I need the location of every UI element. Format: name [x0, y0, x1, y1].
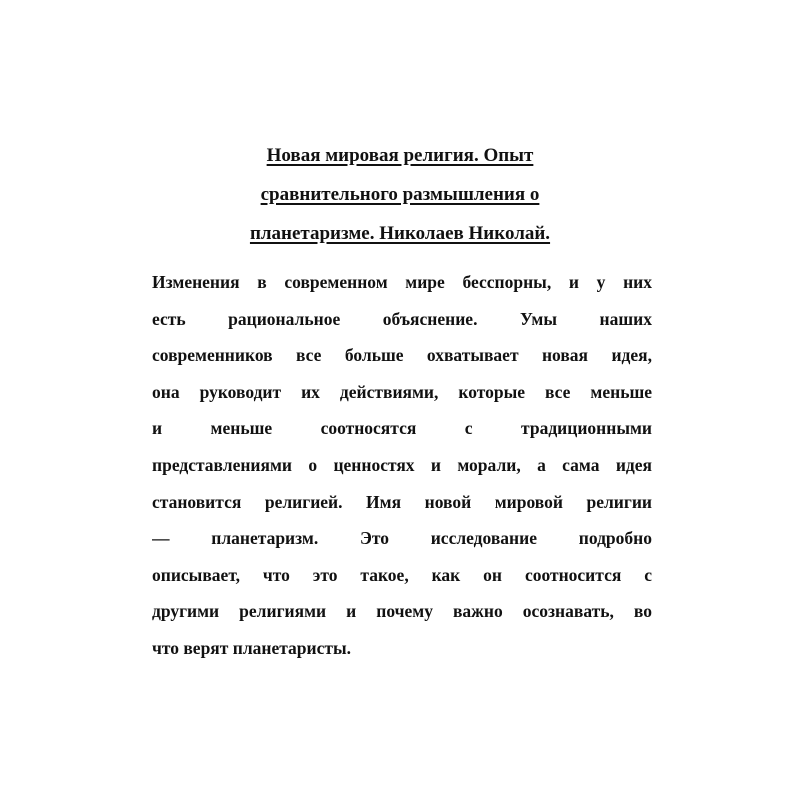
body-line: другими религиями и почему важно осознавать, во [152, 601, 652, 622]
body-line: Изменения в современном мире бесспорны, и у них [152, 272, 652, 292]
body-line: описывает, что это такое, как он соотносится с [152, 564, 652, 585]
document-title [150, 136, 650, 253]
body-line: становится религией. Имя новой мировой религии [152, 491, 652, 512]
document-body [152, 264, 652, 667]
body-line: современников все больше охватывает новая идея, [152, 345, 652, 366]
body-line: что верят планетаристы. [152, 637, 352, 658]
body-line: — планетаризм. Это исследование подробно [152, 528, 652, 549]
title-line: Новая мировая религия. Опыт [266, 145, 534, 166]
body-line: она руководит их действиями, которые все меньше [152, 381, 652, 402]
body-line: есть рациональное объяснение. Умы наших [152, 308, 652, 329]
body-line: и меньше соотносятся с традиционными [152, 418, 652, 439]
title-line: сравнительного размышления о [260, 184, 540, 205]
title-line: планетаризме. Николаев Николай. [249, 223, 551, 244]
body-line: представлениями о ценностях и морали, а сама идея [152, 454, 652, 475]
